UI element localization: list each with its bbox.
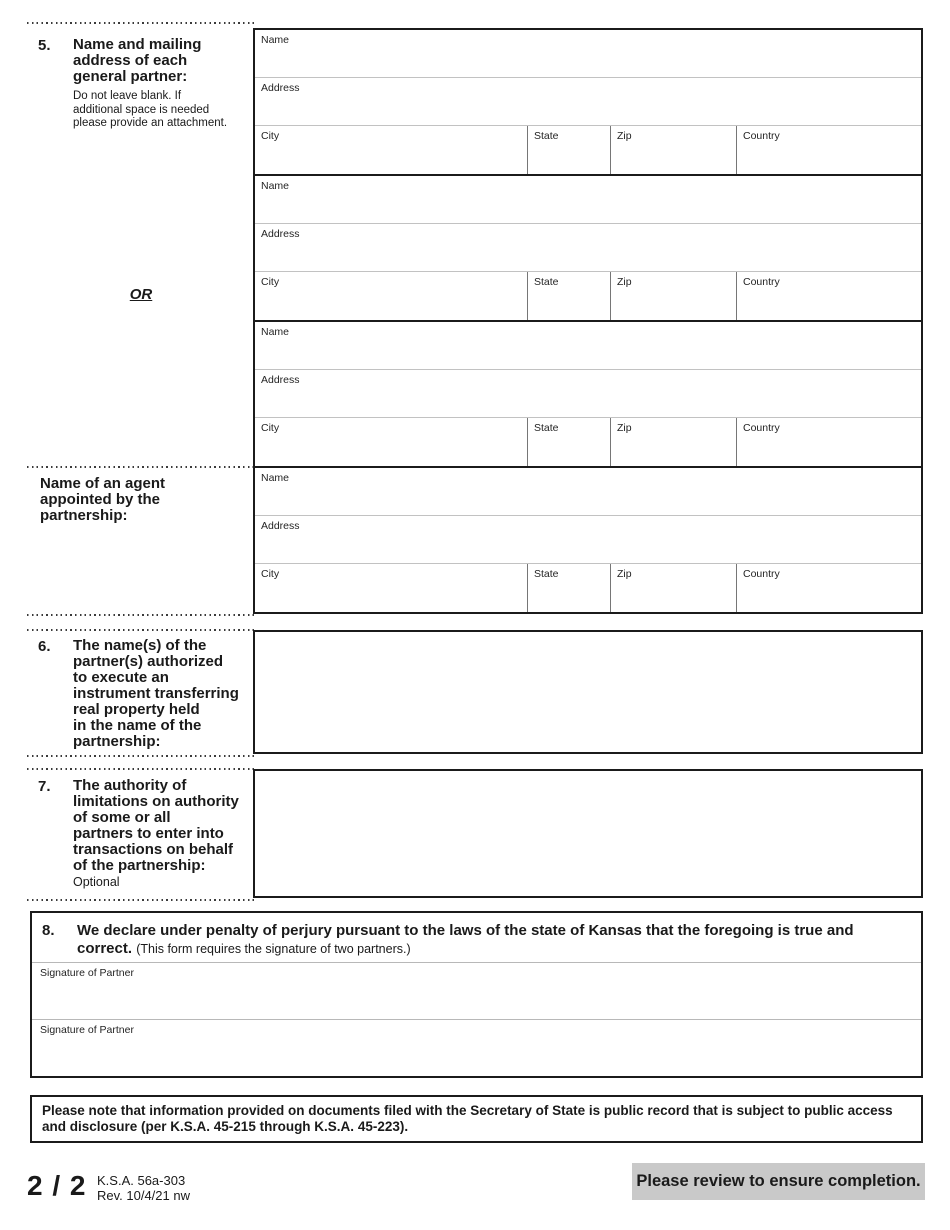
section-8-heading xyxy=(32,913,921,962)
label-line: partners to enter into xyxy=(73,825,224,842)
zip-field-label: Zip xyxy=(617,568,632,580)
agent-zip-field[interactable] xyxy=(610,564,736,612)
section-7-optional-note: Optional xyxy=(73,875,120,889)
city-field-label: City xyxy=(261,422,280,434)
declaration-text: We declare under penalty of perjury pursuant to the laws of the state of Kansas that the foregoing is true and correct. xyxy=(77,922,854,957)
partner-2-country-field[interactable] xyxy=(736,272,921,320)
public-record-notice xyxy=(30,1095,923,1143)
state-field-label: State xyxy=(534,422,559,434)
signature-label: Signature of Partner xyxy=(40,1024,134,1036)
agent-city-field[interactable] xyxy=(255,564,527,612)
partner-2-state-field[interactable] xyxy=(527,272,610,320)
agent-city-row xyxy=(255,564,921,612)
section-7-label xyxy=(38,778,248,874)
label-line: to execute an xyxy=(73,669,169,686)
agent-address-field[interactable] xyxy=(255,516,921,564)
agent-address-block xyxy=(253,466,923,614)
label-line: Name and mailing xyxy=(73,36,202,53)
state-field-label: State xyxy=(534,276,559,288)
country-field-label: Country xyxy=(743,422,780,434)
label-line: partnership: xyxy=(73,733,161,750)
declaration-note: (This form requires the signature of two partners.) xyxy=(136,941,411,956)
notice-text: Please note that information provided on documents filed with the Secretary of State is public record that is subject to public access and disclosure (per K.S.A. 45-215 through K.S.A. 45-223). xyxy=(42,1103,893,1134)
partner-3-state-field[interactable] xyxy=(527,418,610,466)
zip-field-label: Zip xyxy=(617,422,632,434)
address-field-label: Address xyxy=(261,82,300,94)
label-line: The name(s) of the xyxy=(73,637,207,654)
label-line: general partner: xyxy=(73,68,188,85)
note-line: please provide an attachment. xyxy=(73,117,228,129)
dotted-divider xyxy=(27,629,254,631)
label-line: The authority of xyxy=(73,777,187,794)
partner-2-address-field[interactable] xyxy=(255,224,921,272)
name-field-label: Name xyxy=(261,472,290,484)
agent-name-field[interactable] xyxy=(255,468,921,516)
city-field-label: City xyxy=(261,130,280,142)
partner-3-city-field[interactable] xyxy=(255,418,527,466)
dotted-divider xyxy=(27,899,254,901)
dotted-divider xyxy=(27,22,254,24)
partner-3-name-field[interactable] xyxy=(255,322,921,370)
label-line: partnership: xyxy=(40,507,128,524)
label-line: partner(s) authorized xyxy=(73,653,224,670)
revision-date: Rev. 10/4/21 nw xyxy=(97,1188,190,1203)
partner-2-name-field[interactable] xyxy=(255,176,921,224)
signature-label: Signature of Partner xyxy=(40,967,134,979)
partner-3-zip-field[interactable] xyxy=(610,418,736,466)
label-line: in the name of the xyxy=(73,717,202,734)
note-line: additional space is needed xyxy=(73,103,210,116)
section-8-number: 8. xyxy=(42,922,55,939)
label-line: instrument transferring xyxy=(73,685,239,702)
address-field-label: Address xyxy=(261,228,300,240)
state-field-label: State xyxy=(534,130,559,142)
partner-3-address-field[interactable] xyxy=(255,370,921,418)
partner-1-address-block xyxy=(253,28,923,176)
label-line: limitations on authority xyxy=(73,793,239,810)
agent-country-field[interactable] xyxy=(736,564,921,612)
label-line: Name of an agent xyxy=(40,475,166,492)
label-line: of some or all xyxy=(73,809,171,826)
partner-1-name-field[interactable] xyxy=(255,30,921,78)
or-label: OR xyxy=(129,286,153,303)
dotted-divider xyxy=(27,466,254,468)
section-5-number: 5. xyxy=(38,37,51,54)
section-6-input-area[interactable] xyxy=(253,630,923,754)
country-field-label: Country xyxy=(743,568,780,580)
agent-section-label xyxy=(40,476,165,524)
partner-2-address-block xyxy=(253,174,923,322)
partner-1-state-field[interactable] xyxy=(527,126,610,174)
signature-field-2[interactable] xyxy=(32,1019,921,1076)
partner-1-country-field[interactable] xyxy=(736,126,921,174)
state-field-label: State xyxy=(534,568,559,580)
country-field-label: Country xyxy=(743,130,780,142)
label-line: real property held xyxy=(73,701,200,718)
partner-2-zip-field[interactable] xyxy=(610,272,736,320)
partner-2-city-row xyxy=(255,272,921,320)
address-field-label: Address xyxy=(261,520,300,532)
address-field-label: Address xyxy=(261,374,300,386)
name-field-label: Name xyxy=(261,34,290,46)
city-field-label: City xyxy=(261,568,280,580)
zip-field-label: Zip xyxy=(617,276,632,288)
partner-2-city-field[interactable] xyxy=(255,272,527,320)
dotted-divider xyxy=(27,755,254,757)
signature-field-1[interactable] xyxy=(32,962,921,1019)
section-7-number: 7. xyxy=(38,778,51,795)
partner-1-city-row xyxy=(255,126,921,174)
country-field-label: Country xyxy=(743,276,780,288)
review-reminder-badge: Please review to ensure completion. xyxy=(632,1163,925,1200)
partner-1-address-field[interactable] xyxy=(255,78,921,126)
partner-1-city-field[interactable] xyxy=(255,126,527,174)
agent-state-field[interactable] xyxy=(527,564,610,612)
section-5-note xyxy=(73,90,227,131)
statute-reference xyxy=(97,1173,190,1203)
section-6-number: 6. xyxy=(38,638,51,655)
section-5-label xyxy=(38,37,238,85)
label-line: appointed by the xyxy=(40,491,160,508)
dotted-divider xyxy=(27,614,254,616)
section-6-label xyxy=(38,638,248,750)
dotted-divider xyxy=(27,768,254,770)
partner-3-country-field[interactable] xyxy=(736,418,921,466)
partner-1-zip-field[interactable] xyxy=(610,126,736,174)
section-8-declaration-box xyxy=(30,911,923,1078)
partner-3-city-row xyxy=(255,418,921,466)
label-line: address of each xyxy=(73,52,188,69)
note-line: Do not leave blank. If xyxy=(73,90,182,102)
city-field-label: City xyxy=(261,276,280,288)
page-indicator: 2 / 2 xyxy=(27,1170,87,1201)
section-7-input-area[interactable] xyxy=(253,769,923,898)
address-table xyxy=(253,28,923,614)
statute-number: K.S.A. 56a-303 xyxy=(97,1173,186,1188)
label-line: transactions on behalf xyxy=(73,841,234,858)
zip-field-label: Zip xyxy=(617,130,632,142)
name-field-label: Name xyxy=(261,326,290,338)
label-line: of the partnership: xyxy=(73,857,206,874)
partner-3-address-block xyxy=(253,320,923,468)
name-field-label: Name xyxy=(261,180,290,192)
